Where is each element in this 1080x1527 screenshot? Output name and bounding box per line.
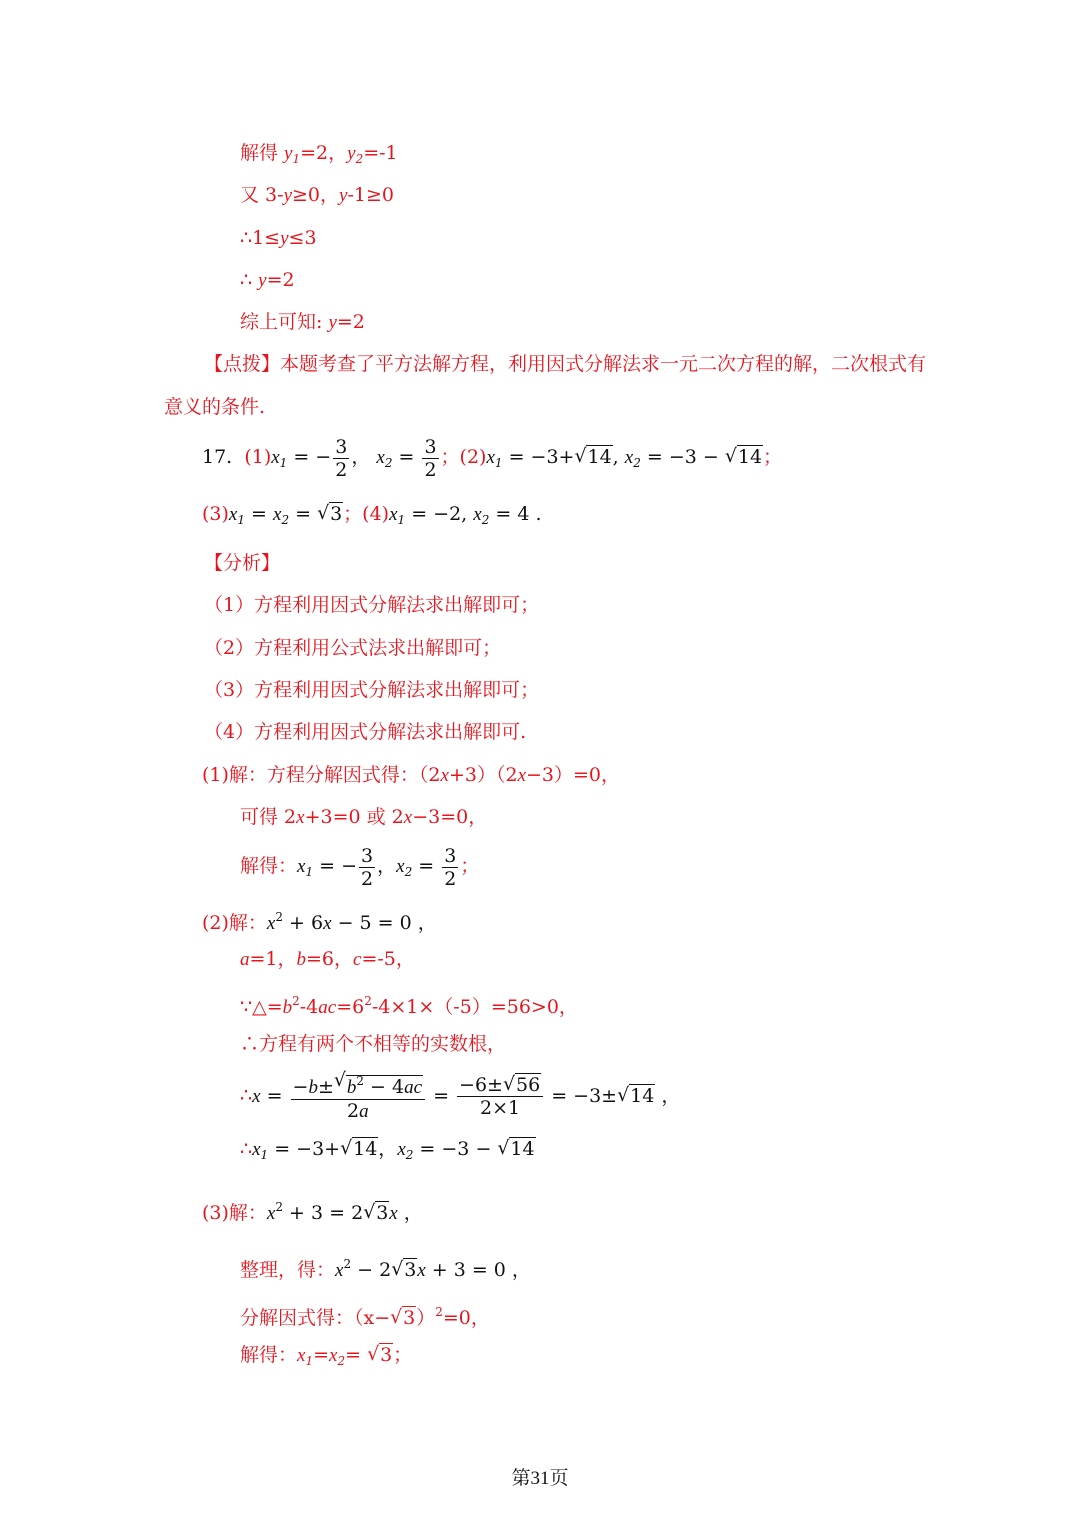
sol3-line-d: 解得：$x_1=x_2=$ √ 3；: [240, 1343, 412, 1373]
line-solve-y: 解得 $y_1=2$，$y_2=-1$: [240, 142, 398, 166]
sol2-line-f: $\therefore x_1 = -3+√$ 14，$x_2 = -3$ − √ 14: [240, 1137, 536, 1167]
q17-answer-line1: 17. $(1)x_1$ = − $\frac{3}{2}$ ， $x_2$ = $\frac{3}{2}$ ；$(2)x_1 = -3+√$ 14, $x_2 = -3$ − √ 14；: [202, 433, 782, 487]
sol3-line-c: 分解因式得：（x−√ 3）$^2$=0，: [240, 1300, 490, 1330]
analysis-item-4: （4）方程利用因式分解法求出解即可.: [204, 721, 527, 743]
tip-paragraph: [204, 352, 926, 376]
line-conclusion: 综上可知: y=2: [240, 311, 365, 333]
tip-text-continued: 意义的条件.: [164, 396, 266, 418]
q17-answer-line2: $(3)x_1 = x_2$ = √ 3；$(4)x_1 = -2$, $x_2 = 4$ .: [202, 502, 542, 532]
page-number: 第31页: [511, 1468, 569, 1489]
sol2-line-d: ∴方程有两个不相等的实数根，: [240, 1033, 507, 1055]
sol2-line-c: $\because\triangle=b^2-4ac=6^2-4\times 1\times(-5)=56>0$，: [240, 994, 578, 1018]
sol3-line-a: (3)解：$x^2 + 3 = 2√$ 3x ，: [202, 1195, 423, 1226]
analysis-item-3: （3）方程利用因式分解法求出解即可；: [204, 679, 540, 701]
analysis-label: 【分析】: [204, 552, 281, 574]
analysis-item-2: （2）方程利用公式法求出解即可；: [204, 637, 502, 659]
line-condition: 又 3-y≥0，y-1≥0: [240, 184, 394, 206]
sol3-line-b: 整理，得：$x^2 - 2√$ 3x + 3 = 0 ，: [240, 1252, 531, 1283]
sol1-line-c: 解得：$x_1$ = − $\frac{3}{2}$ ，$x_2$ = $\frac{3}{2}$ ；: [240, 844, 480, 890]
sol1-line-b: 可得 2x+3=0 或 2x−3=0，: [240, 806, 488, 828]
sol1-line-a: (1)解：方程分解因式得：（2x+3）（2x−3）=0，: [202, 764, 621, 786]
sol2-line-a: (2)解：$x^2 + 6x - 5 = 0$ ，: [202, 910, 437, 934]
line-y-equals: ∴ y=2: [240, 269, 295, 291]
analysis-item-1: （1）方程利用因式分解法求出解即可；: [204, 594, 540, 616]
tip-text: 本题考查了平方法解方程，利用因式分解法求一元二次方程的解，二次根式有: [280, 353, 927, 375]
sol2-line-b: a=1，b=6，c=-5，: [240, 948, 415, 970]
tip-label: 【点拨】: [204, 353, 281, 375]
line-range: ∴1≤y≤3: [240, 227, 317, 249]
q17-number: 17.: [202, 446, 233, 468]
sol2-line-e: ∴x = $\frac{-b\pm√ b^2 - 4ac}{2a}$ = $\frac{-6\pm√ 56}{2\times 1}$ = −3±√ 14 ，: [240, 1070, 680, 1123]
